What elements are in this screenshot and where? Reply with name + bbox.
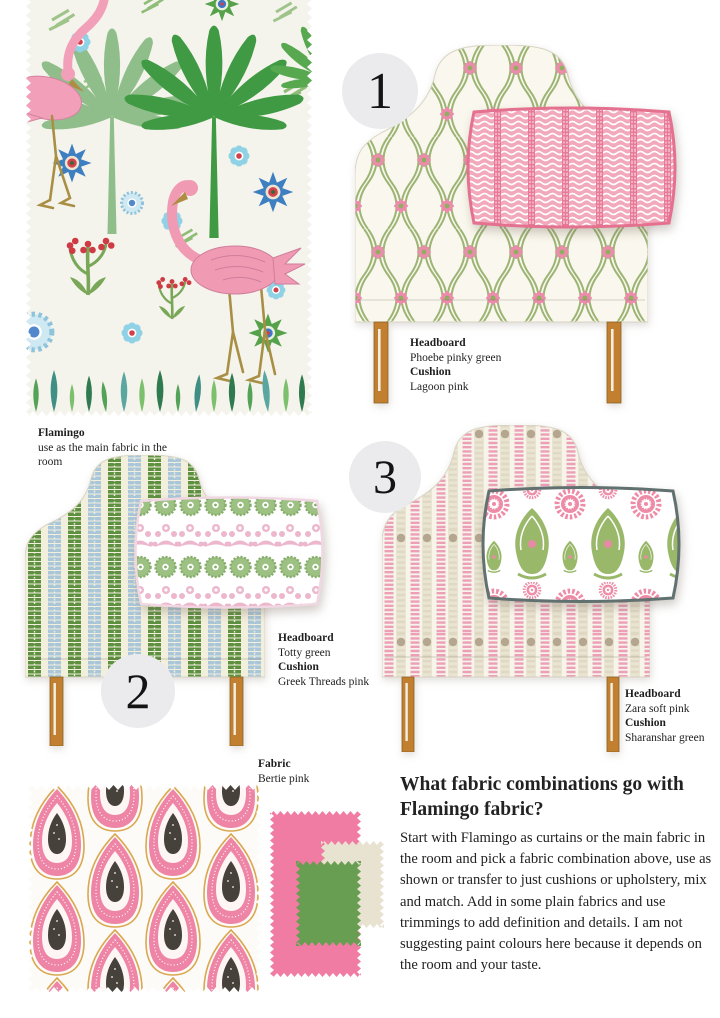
cushion-1: [460, 102, 683, 233]
combo1-headboard-name: Phoebe pinky green: [410, 351, 502, 364]
combo2-number: 2: [125, 663, 151, 719]
combo1-caption: [410, 336, 501, 394]
combo3-cushion-label: Cushion: [625, 717, 666, 729]
bertie-label: Fabric: [258, 758, 291, 770]
combo3-cushion-name: Sharanshar green: [625, 731, 705, 744]
flamingo-name: Flamingo: [38, 427, 85, 439]
combo3-caption: [625, 687, 705, 745]
bertie-name: Bertie pink: [258, 772, 310, 785]
combo2-number-badge: [101, 654, 175, 728]
flamingo-caption-line2: room: [38, 456, 63, 468]
combo2-headboard-label: Headboard: [278, 632, 334, 644]
combo2-cushion-name: Greek Threads pink: [278, 675, 370, 688]
combo2-headboard-name: Totty green: [278, 646, 331, 659]
combo3-headboard-name: Zara soft pink: [625, 702, 690, 715]
combo1-number-badge: [342, 53, 418, 129]
combo1-cushion-name: Lagoon pink: [410, 380, 469, 393]
combo3-number: 3: [373, 450, 397, 504]
bertie-caption: [258, 757, 309, 786]
article-body: Start with Flamingo as curtains or the main fabric in the room and pick a fabric combination above, use as shown or transfer to just cushions or upholstery, mix and match. Add in some plain fabrics and use trimmings to add definition and details. I am not suggesting paint colours here because it depends on the room and your taste.: [400, 830, 712, 974]
combo2-cushion-label: Cushion: [278, 661, 319, 673]
plain-swatch-green: [296, 861, 361, 946]
flamingo-fabric-swatch: [26, 0, 312, 416]
headboard-3-legs: [402, 677, 619, 752]
article-heading: What fabric combinations go with Flamingo fabric?: [400, 774, 684, 820]
combo3-headboard-label: Headboard: [625, 688, 681, 700]
flamingo-caption-line1: use as the main fabric in the: [38, 441, 168, 454]
combo1-cushion-label: Cushion: [410, 366, 451, 378]
bertie-fabric-swatch: [28, 785, 261, 992]
flamingo-caption: [38, 426, 178, 470]
star-flower-blue: [253, 172, 294, 213]
cushion-2: [128, 492, 330, 613]
article: [400, 772, 716, 976]
cushion-3: [475, 482, 687, 607]
combo1-headboard-label: Headboard: [410, 337, 466, 349]
combo2-caption: [278, 631, 369, 689]
combo1-number: 1: [367, 62, 393, 120]
combo3-number-badge: [349, 441, 421, 513]
